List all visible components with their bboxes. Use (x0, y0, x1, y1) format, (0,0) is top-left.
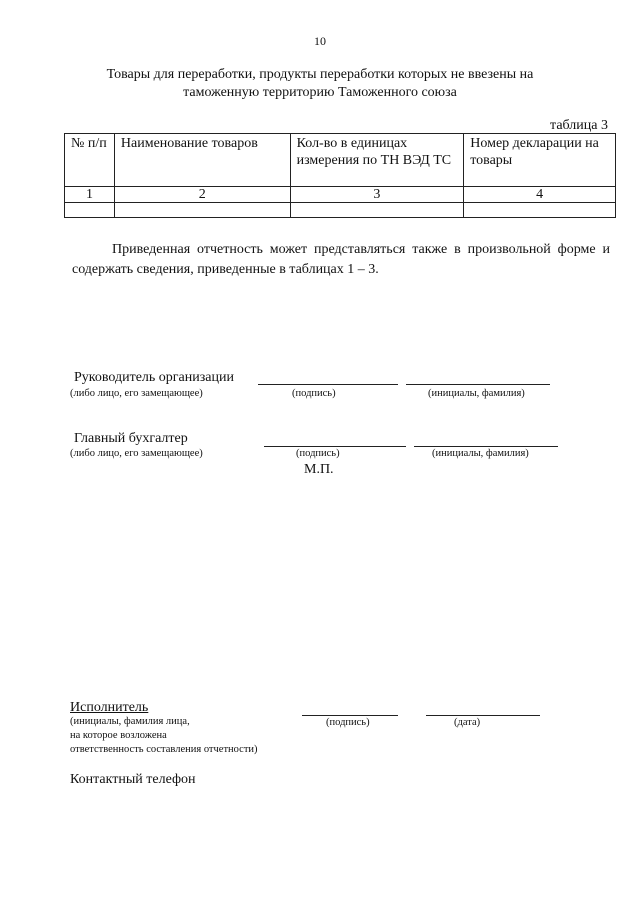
note-paragraph: Приведенная отчетность может представляться также в произвольной форме и содержать сведения, приведенные в таблицах 1 – 3. (72, 242, 610, 277)
accountant-label: Главный бухгалтер (74, 431, 188, 446)
head-signature-line[interactable] (258, 384, 398, 385)
accountant-initials-line[interactable] (414, 446, 558, 447)
executor-sublabel-3: ответственность составления отчетности) (70, 744, 258, 755)
header-number: № п/п (65, 134, 115, 187)
head-signature-caption: (подпись) (292, 388, 336, 399)
head-label: Руководитель организации (74, 370, 234, 385)
header-quantity: Кол-во в единицах измерения по ТН ВЭД ТС (290, 134, 464, 187)
stamp-place: М.П. (304, 462, 334, 477)
executor-date-caption: (дата) (454, 717, 481, 728)
title-line-1: Товары для переработки, продукты переработки которых не ввезены на (106, 67, 534, 82)
table-cell[interactable] (464, 203, 616, 218)
accountant-initials-caption: (инициалы, фамилия) (432, 448, 529, 459)
executor-signature-line[interactable] (302, 715, 398, 716)
table-label: таблица 3 (550, 118, 608, 133)
accountant-signature-caption: (подпись) (296, 448, 340, 459)
column-number: 1 (65, 187, 115, 203)
executor-sublabel-2: на которое возложена (70, 730, 167, 741)
head-initials-caption: (инициалы, фамилия) (428, 388, 525, 399)
accountant-sublabel: (либо лицо, его замещающее) (70, 448, 203, 459)
page-number: 10 (314, 34, 326, 48)
page-title (60, 66, 580, 102)
contact-phone-label: Контактный телефон (70, 772, 196, 787)
column-number: 3 (290, 187, 464, 203)
header-goods-name: Наименование товаров (114, 134, 290, 187)
head-initials-line[interactable] (406, 384, 550, 385)
column-number: 2 (114, 187, 290, 203)
executor-signature-caption: (подпись) (326, 717, 370, 728)
accountant-signature-line[interactable] (264, 446, 406, 447)
table-row (65, 203, 616, 218)
executor-sublabel-1: (инициалы, фамилия лица, (70, 716, 190, 727)
header-declaration-number: Номер декларации на товары (464, 134, 616, 187)
table-cell[interactable] (290, 203, 464, 218)
table-header-row (65, 134, 616, 187)
table-cell[interactable] (114, 203, 290, 218)
column-number: 4 (464, 187, 616, 203)
title-line-2: таможенную территорию Таможенного союза (183, 85, 457, 100)
head-sublabel: (либо лицо, его замещающее) (70, 388, 203, 399)
goods-table (64, 133, 616, 218)
executor-label: Исполнитель (70, 700, 149, 715)
executor-date-line[interactable] (426, 715, 540, 716)
table-cell[interactable] (65, 203, 115, 218)
table-column-numbers-row (65, 187, 616, 203)
